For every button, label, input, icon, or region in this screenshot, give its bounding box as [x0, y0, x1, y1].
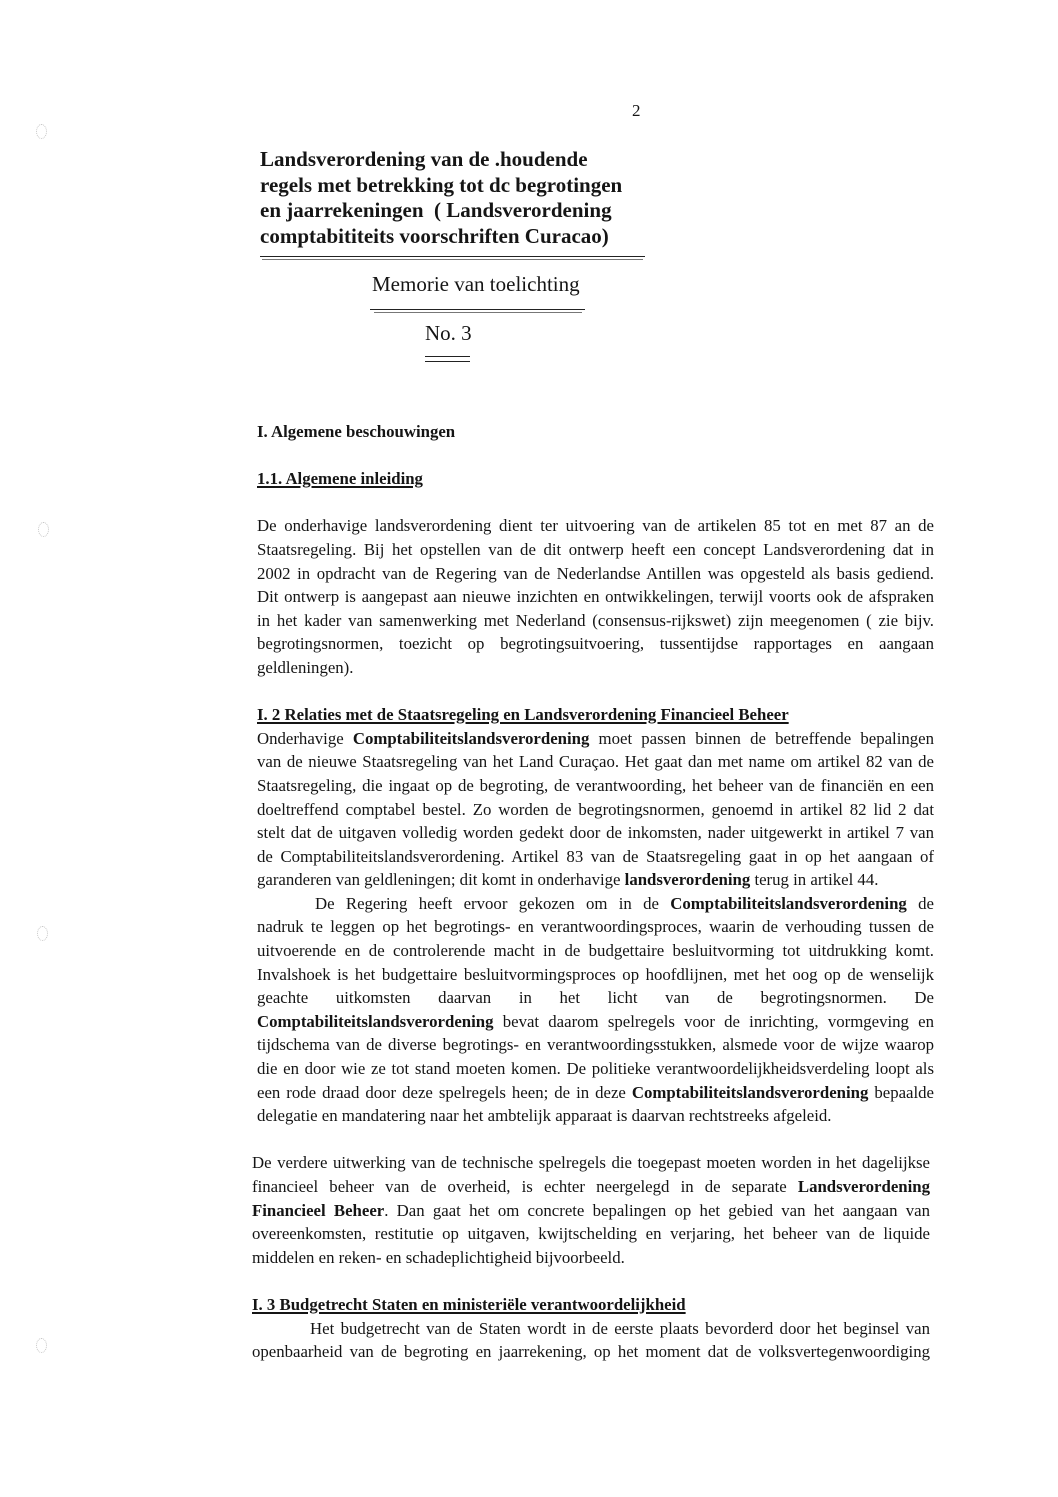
- line-text: . Dan gaat het om concrete bepalingen op het gebied van het aangaan van: [384, 1200, 930, 1220]
- subtitle-divider: [374, 312, 582, 313]
- page-number: 2: [632, 101, 641, 120]
- bold-term: Landsverordening: [797, 1177, 930, 1196]
- line-text: een rode draad door deze spelregels heen; de in deze: [257, 1082, 632, 1102]
- subsection-heading: I. 3 Budgetrecht Staten en ministeriële verantwoordelijkheid: [252, 1294, 686, 1314]
- paragraph-line: stelt dat de uitgaven volledig worden gedekt door de inkomsten, nader uitgewerkt in artikel 7 van: [257, 823, 934, 843]
- blank-line: [252, 1269, 930, 1293]
- paragraph-line: openbaarheid van de begroting en jaarrekening, op het moment dat de volksvertegenwoordiging: [252, 1342, 930, 1362]
- title-line: comptabititeits voorschriften Curacao): [260, 224, 609, 249]
- paragraph-line: van de nieuwe Staatsregeling van het Land Curaçao. Het gaat dan met name om artikel 82 van de: [257, 752, 934, 772]
- paragraph-line: tijdschema van de diverse begrotings- en verantwoordingsstukken, alsmede voor de wijze waarop: [257, 1035, 934, 1055]
- paragraph-line: [257, 1081, 934, 1105]
- scan-speck: [37, 926, 48, 941]
- paragraph-line: uitvoerende en de controlerende macht in de budgettaire besluitvorming tot uitdrukking komt.: [257, 941, 934, 961]
- document-number-underline: [425, 361, 470, 362]
- title-line: regels met betrekking tot dc begrotingen: [260, 172, 623, 197]
- document-number-underline: [425, 356, 470, 357]
- scan-speck: [38, 522, 49, 537]
- line-text: de: [906, 893, 934, 913]
- line-text: garanderen van geldleningen; dit komt in onderhavige: [257, 870, 625, 890]
- paragraph-line: geachte uitkomsten daarvan in het licht van de begrotingsnormen. De: [257, 988, 934, 1008]
- paragraph-line: Dit ontwerp is aangepast aan nieuwe inzichten en ontwikkelingen, terwijl voorts ook de afspraken: [257, 587, 934, 607]
- document-number: No. 3: [425, 321, 472, 345]
- line-text: moet passen binnen de betreffende bepalingen: [589, 728, 934, 748]
- bold-term: Comptabiliteitslandsverordening: [670, 893, 907, 913]
- paragraph: [252, 1151, 930, 1269]
- line-text: bevat daarom spelregels voor de inrichting, vormgeving en: [493, 1011, 934, 1031]
- paragraph-line: geldleningen).: [257, 657, 354, 677]
- section-heading: I. Algemene beschouwingen: [257, 422, 456, 441]
- paragraph-line: de Comptabiliteitslandsverordening. Artikel 83 van de Staatsregeling gaat in op het aangaan of: [257, 846, 934, 866]
- paragraph-line: [257, 727, 934, 751]
- paragraph-line: middelen en reken- en schadeplichtigheid bijvoorbeeld.: [252, 1247, 625, 1267]
- scan-speck: [36, 124, 47, 139]
- paragraph-line: [252, 1175, 930, 1199]
- line-text: De Regering heeft ervoor gekozen om in de: [315, 893, 671, 913]
- title-line: Landsverordening van de .houdende: [260, 147, 588, 171]
- document-title: [260, 147, 622, 250]
- bold-term: landsverordening: [624, 870, 751, 890]
- paragraph-line: nadruk te leggen op het begrotings- en verantwoordingsproces, waarin de verhouding tussen de: [257, 917, 934, 937]
- bold-term: Comptabiliteitslandsverordening: [631, 1082, 869, 1102]
- paragraph-line: die en door wie ze tot stand moeten komen. De politieke verantwoordelijkheidsverdeling loopt als: [257, 1059, 934, 1079]
- title-divider: [260, 256, 645, 257]
- document-body: [252, 420, 934, 1364]
- paragraph-line: Invalshoek is het budgettaire besluitvormingsproces op hoofdlijnen, met het oog op de wenselijk: [257, 964, 934, 984]
- subsection-heading: 1.1. Algemene inleiding: [257, 469, 423, 489]
- scan-speck: [36, 1338, 47, 1353]
- paragraph: [257, 514, 934, 679]
- subsection-heading: I. 2 Relaties met de Staatsregeling en Landsverordening Financieel Beheer: [257, 705, 789, 725]
- paragraph-line: Staatsregeling. Bij het opstellen van de dit ontwerp heeft een concept Landsverordening dat in: [257, 539, 934, 559]
- line-text: bepaalde: [868, 1082, 934, 1102]
- title-divider: [262, 259, 643, 260]
- paragraph-line: [257, 868, 934, 892]
- bold-term: Financieel Beheer: [252, 1200, 385, 1220]
- blank-line: [257, 680, 934, 704]
- bold-term: Comptabiliteitslandsverordening: [352, 728, 590, 748]
- paragraph-line: overeenkomsten, restitutie op uitgaven, kwijtschelding en verjaring, het beheer van de liquide: [252, 1224, 930, 1244]
- subtitle: Memorie van toelichting: [372, 272, 580, 296]
- line-text: financieel beheer van de overheid, is echter neergelegd in de separate: [252, 1177, 798, 1196]
- paragraph-line: delegatie en mandatering naar het ambtelijk apparaat is daarvan rechtstreeks afgeleid.: [257, 1106, 832, 1126]
- blank-line: [257, 491, 934, 515]
- paragraph: [252, 1317, 930, 1364]
- bold-term: Comptabiliteitslandsverordening: [257, 1011, 494, 1031]
- paragraph-line: Het budgetrecht van de Staten wordt in de eerste plaats bevorderd door het beginsel van: [310, 1318, 930, 1338]
- line-text: Onderhavige: [257, 728, 353, 748]
- paragraph-line: [257, 892, 934, 916]
- line-text: terug in artikel 44.: [750, 870, 879, 890]
- paragraph-line: doeltreffend comptabel bestel. Zo worden de begrotingsnormen, genoemd in artikel 82 lid 2 dat: [257, 799, 934, 819]
- paragraph: [257, 892, 934, 1128]
- paragraph-line: Staatsregeling, die ingaat op de begroting, de verantwoording, het beheer van de financiën en een: [257, 775, 934, 795]
- paragraph-line: De onderhavige landsverordening dient ter uitvoering van de artikelen 85 tot en met 87 an de: [257, 516, 934, 536]
- paragraph-line: begrotingsnormen, toezicht op begrotingsuitvoering, tussentijdse rapportages en aangaan: [257, 634, 934, 654]
- lower-page-block: [252, 1151, 930, 1363]
- paragraph-line: [252, 1199, 930, 1223]
- paragraph-line: De verdere uitwerking van de technische spelregels die toegepast moeten worden in het dagelijkse: [252, 1153, 930, 1173]
- paragraph-line: [257, 1010, 934, 1034]
- paragraph-line: in het kader van samenwerking met Nederland (consensus-rijkswet) zijn meegenomen ( zie bijv.: [257, 610, 934, 630]
- title-line: en jaarrekeningen ( Landsverordening: [260, 198, 612, 223]
- paragraph: [257, 727, 934, 892]
- blank-line: [257, 1128, 934, 1152]
- blank-line: [257, 444, 934, 468]
- subtitle-divider: [370, 309, 585, 310]
- paragraph-line: 2002 in opdracht van de Regering van de Nederlandse Antillen was opgesteld als basis gediend.: [257, 563, 934, 583]
